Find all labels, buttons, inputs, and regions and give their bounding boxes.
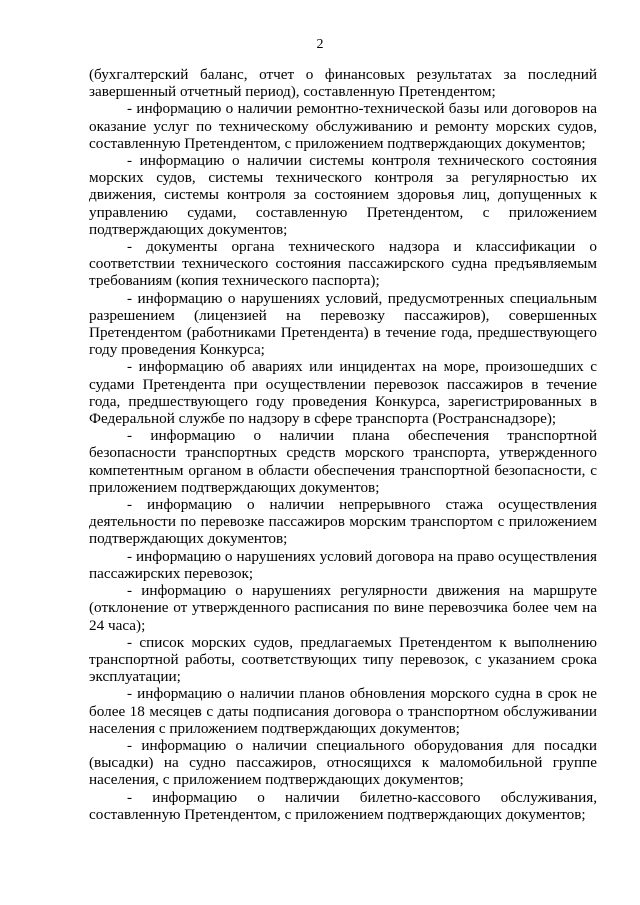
list-item: - информацию о наличии специального оборудования для посадки (высадки) на судно пассажиров, относящихся к маломобильной группе населения, с приложением подтверждающих документов; <box>89 736 597 789</box>
list-item: - информацию о наличии билетно-кассового обслуживания, составленную Претендентом, с приложением подтверждающих документов; <box>89 788 597 823</box>
page-number: 2 <box>316 37 324 52</box>
list-item: - информацию о нарушениях условий договора на право осуществления пассажирских перевозок; <box>89 547 597 582</box>
list-item: - информацию о наличии планов обновления морского судна в срок не более 18 месяцев с даты подписания договора о транспортном обслуживании населения с приложением подтверждающих документов; <box>89 685 597 737</box>
list-item: - информацию об авариях или инцидентах на море, произошедших с судами Претендента при осуществлении перевозок пассажиров в течение года, предшествующего году проведения Конкурса, зарегистрированных в Федеральной службе по надзору в сфере транспорта (Ространснадзоре); <box>89 358 597 428</box>
list-item: - информацию о наличии непрерывного стажа осуществления деятельности по перевозке пассажиров морским транспортом с приложением подтверждающих документов; <box>89 496 597 548</box>
list-item: - документы органа технического надзора и классификации о соответствии технического состояния пассажирского судна предъявляемым требованиям (копия технического паспорта); <box>89 238 597 290</box>
paragraph-continuation: (бухгалтерский баланс, отчет о финансовых результатах за последний завершенный отчетный период), составленную Претендентом; <box>89 66 597 101</box>
list-item: - информацию о нарушениях условий, предусмотренных специальным разрешением (лицензией на перевозку пассажиров), совершенных Претендентом (работниками Претендента) в течение года, предшествующего году проведения Конкурса; <box>89 289 597 359</box>
list-item: - информацию о наличии системы контроля технического состояния морских судов, системы технического контроля за регулярностью их движения, системы контроля за состоянием здоровья лиц, допущенных к управлению судами, составленную Претендентом, с приложением подтверждающих документов; <box>89 152 597 238</box>
list-item: - информацию о нарушениях регулярности движения на маршруте (отклонение от утвержденного расписания по вине перевозчика более чем на 24 часа); <box>89 582 597 634</box>
list-item: - информацию о наличии ремонтно-технической базы или договоров на оказание услуг по техническому обслуживанию и ремонту морских судов, составленную Претендентом, с приложением подтверждающих документов; <box>89 100 597 152</box>
document-body <box>89 66 597 823</box>
list-item: - информацию о наличии плана обеспечения транспортной безопасности транспортных средств морского транспорта, утвержденного компетентным органом в области обеспечения транспортной безопасности, с приложением подтверждающих документов; <box>89 427 597 496</box>
list-item: - список морских судов, предлагаемых Претендентом к выполнению транспортной работы, соответствующих типу перевозок, с указанием срока эксплуатации; <box>89 633 597 686</box>
